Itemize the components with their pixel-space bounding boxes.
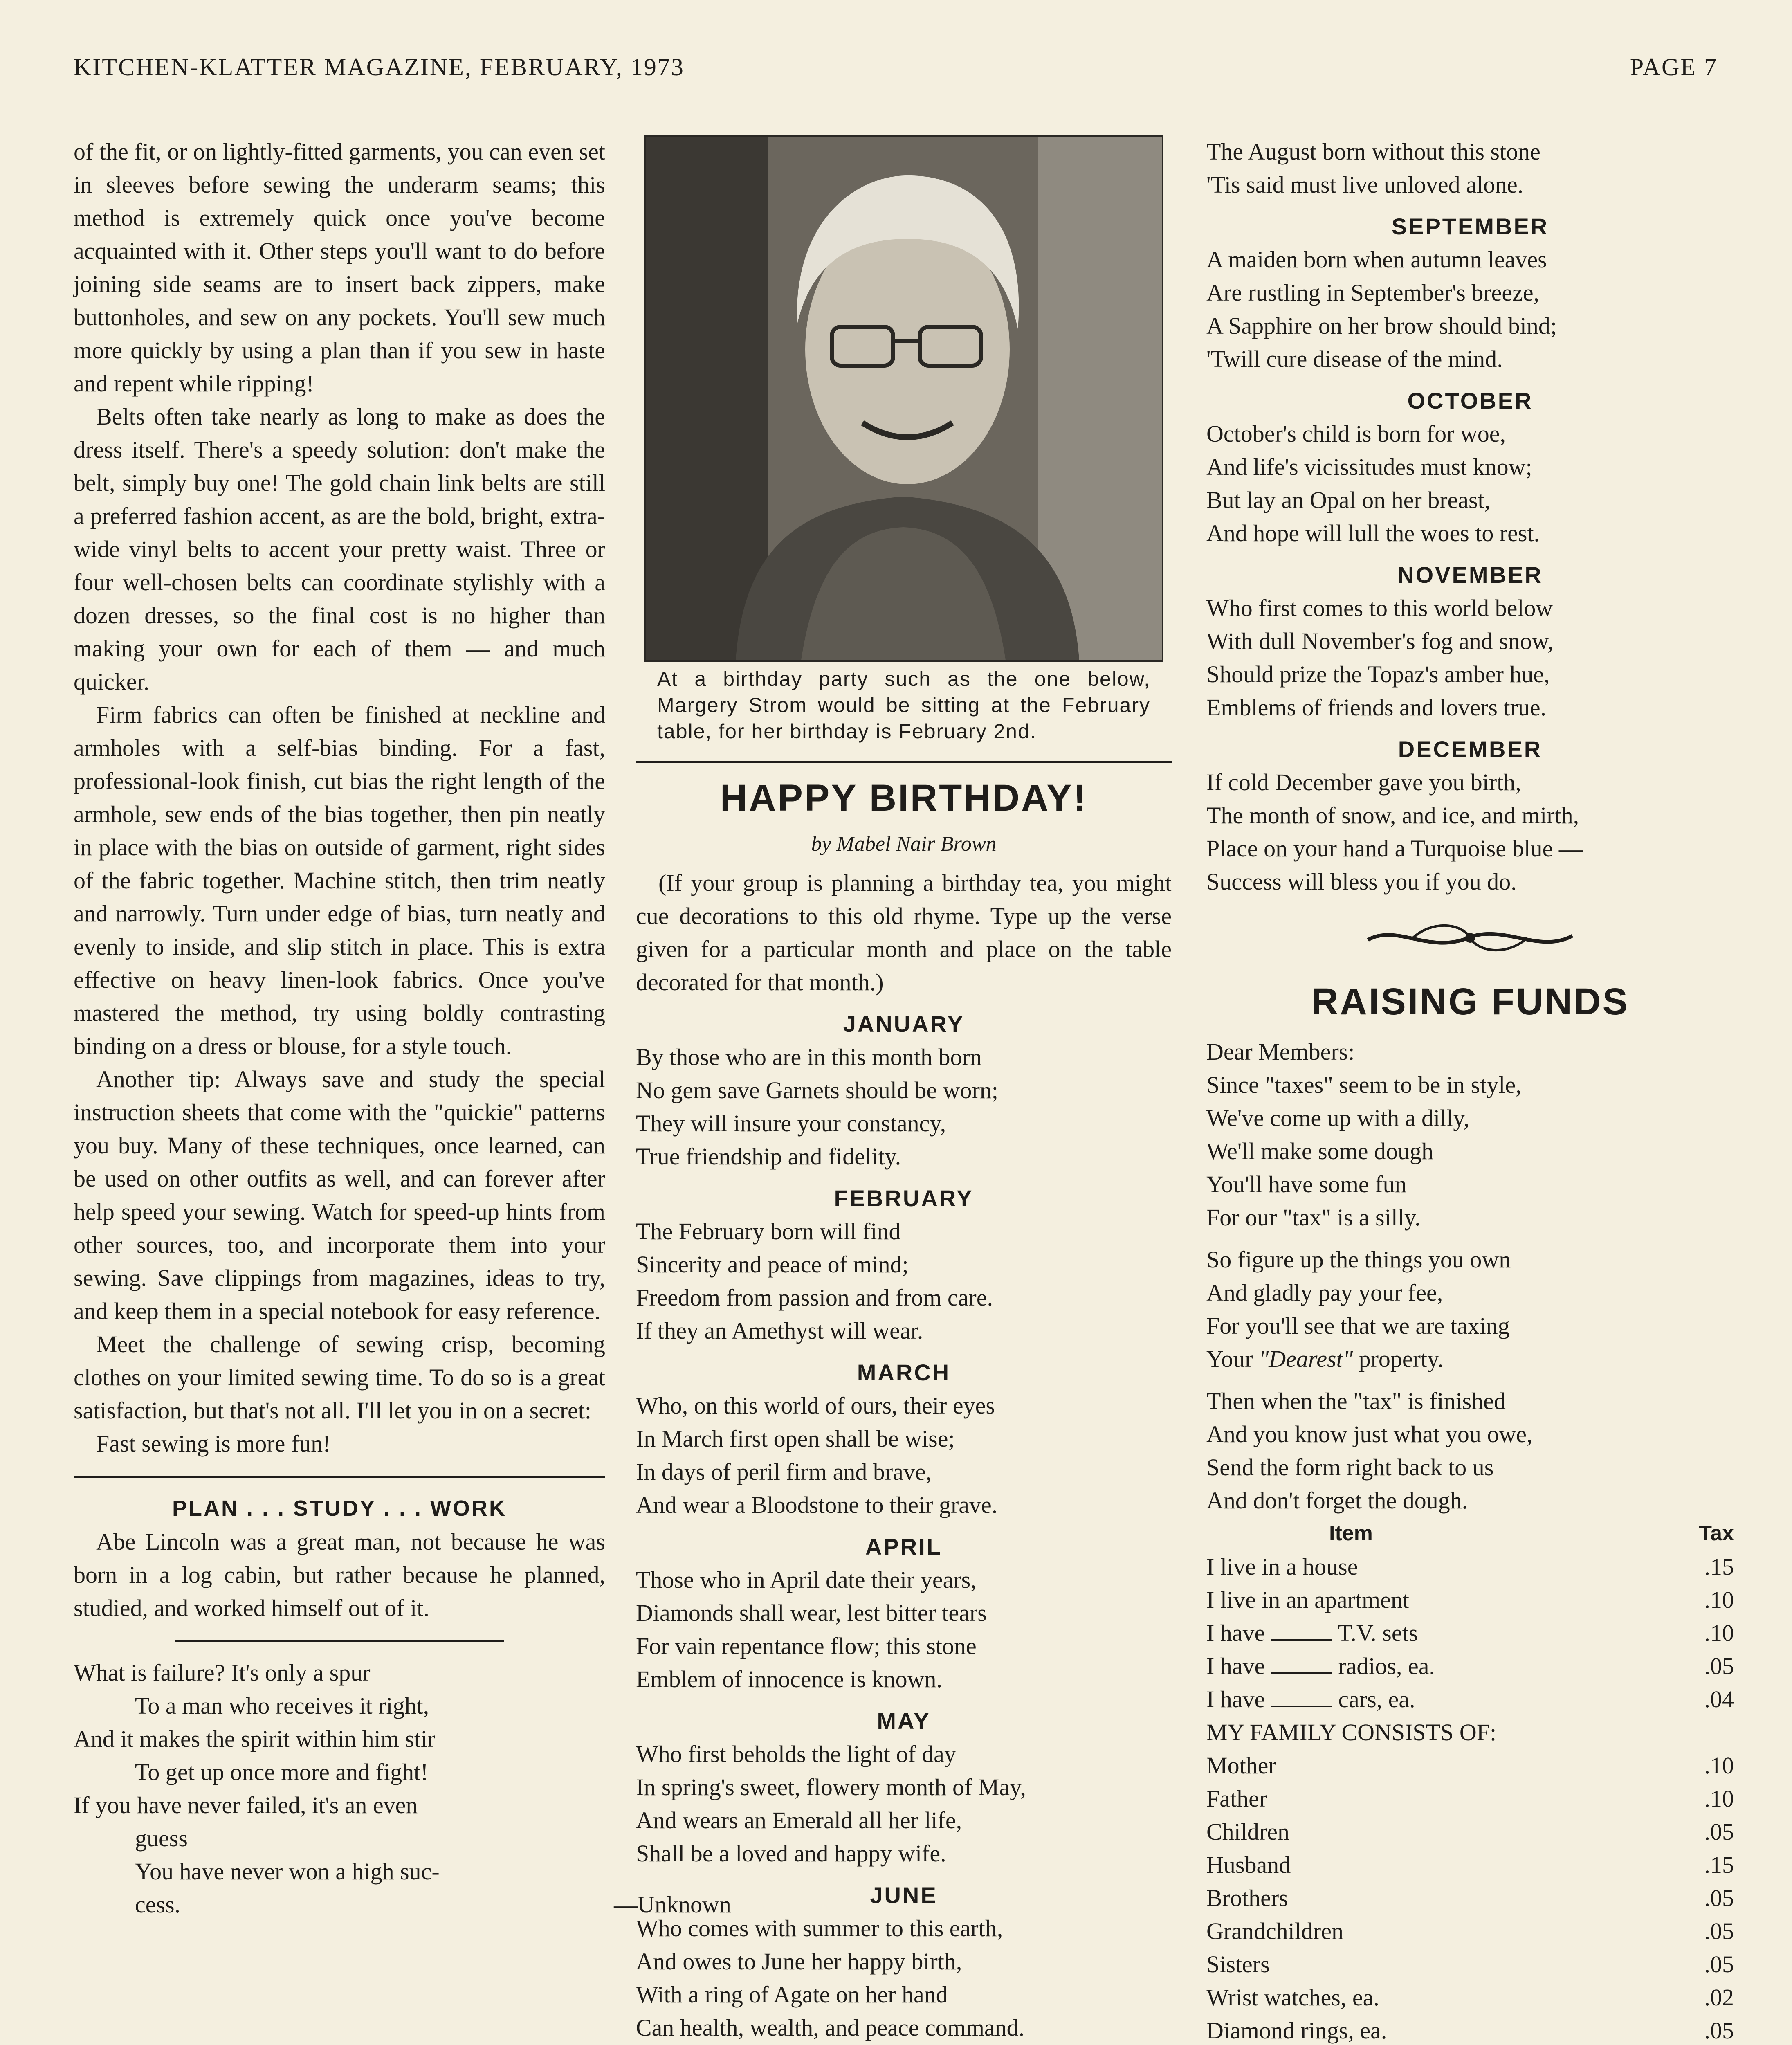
verse-line: Who first comes to this world below xyxy=(1206,595,1553,621)
verse-line: 'Tis said must live unloved alone. xyxy=(1206,171,1524,198)
verse-line: Can health, wealth, and peace command. xyxy=(636,2014,1025,2041)
tax-table-header xyxy=(1206,1517,1734,1550)
poem-line: You have never won a high suc- xyxy=(135,1858,440,1885)
tax-item-suffix: radios, ea. xyxy=(1338,1653,1435,1679)
magazine-title: KITCHEN-KLATTER MAGAZINE, FEBRUARY, 1973 xyxy=(74,54,685,81)
column-right xyxy=(1206,135,1734,2045)
family-heading-row xyxy=(1206,1716,1734,1749)
section-rule xyxy=(636,761,1172,763)
funds-title: RAISING FUNDS xyxy=(1311,981,1629,1022)
tax-item xyxy=(1206,1616,1652,1649)
tax-row xyxy=(1206,1749,1734,1782)
funds-stanza-3 xyxy=(1206,1384,1734,1517)
verse-line: In spring's sweet, flowery month of May, xyxy=(636,1774,1026,1800)
tax-row xyxy=(1206,1782,1734,1815)
stanza-line: We've come up with a dilly, xyxy=(1206,1105,1470,1131)
tax-row xyxy=(1206,1550,1734,1583)
stanza-line: So figure up the things you own xyxy=(1206,1246,1511,1273)
poem-line: What is failure? It's only a spur xyxy=(74,1659,371,1686)
verse-november xyxy=(1206,591,1734,724)
short-rule xyxy=(175,1640,504,1642)
verse-october xyxy=(1206,417,1734,550)
birthday-title: HAPPY BIRTHDAY! xyxy=(720,777,1088,819)
month-december: DECEMBER xyxy=(1398,736,1543,762)
verse-line: A maiden born when autumn leaves xyxy=(1206,246,1547,273)
article-paragraph: Another tip: Always save and study the special instruction sheets that come with the "quickie" patterns you buy. Many of these techniques, once learned, can be used on other outfits as well, and can forever after help speed your sewing. Watch for speed-up hints from other sources, too, and incorporate them into your sewing. Save clippings from magazines, ideas to try, and keep them in a special notebook for easy reference. xyxy=(74,1066,605,1324)
tax-item-prefix: I have xyxy=(1206,1653,1265,1679)
tax-row xyxy=(1206,1683,1734,1716)
tax-value: .10 xyxy=(1704,1785,1734,1812)
tax-value: .05 xyxy=(1704,1885,1734,1911)
funds-stanza-1 xyxy=(1206,1068,1734,1234)
stanza-line: And don't forget the dough. xyxy=(1206,1487,1468,1514)
tax-row xyxy=(1206,1948,1734,1981)
tax-item: Children xyxy=(1206,1818,1289,1845)
verse-line: The February born will find xyxy=(636,1218,901,1245)
verse-line: Emblems of friends and lovers true. xyxy=(1206,694,1547,721)
stanza-line: Then when the "tax" is finished xyxy=(1206,1388,1506,1414)
fill-blank[interactable] xyxy=(1271,1623,1332,1641)
tax-row xyxy=(1206,1915,1734,1948)
verse-line: Sincerity and peace of mind; xyxy=(636,1251,909,1278)
tax-item-suffix: cars, ea. xyxy=(1338,1686,1415,1712)
stanza-line: We'll make some dough xyxy=(1206,1138,1434,1164)
tax-row xyxy=(1206,1616,1734,1649)
tax-value: .05 xyxy=(1704,2017,1734,2044)
verse-line: No gem save Garnets should be worn; xyxy=(636,1077,998,1103)
verse-january xyxy=(636,1040,1172,1173)
verse-april xyxy=(636,1563,1172,1696)
tax-row xyxy=(1206,1881,1734,1915)
poem-line: To get up once more and fight! xyxy=(135,1759,429,1785)
funds-stanza-2 xyxy=(1206,1243,1734,1375)
stanza-line: For you'll see that we are taxing xyxy=(1206,1312,1510,1339)
poem-line: To a man who receives it right, xyxy=(135,1692,429,1719)
verse-line: Should prize the Topaz's amber hue, xyxy=(1206,661,1550,688)
salutation: Dear Members: xyxy=(1206,1038,1355,1065)
tax-item: Husband xyxy=(1206,1852,1291,1878)
portrait-image xyxy=(646,137,1162,660)
month-april: APRIL xyxy=(865,1534,942,1560)
verse-line: Those who in April date their years, xyxy=(636,1566,977,1593)
verse-line: And owes to June her happy birth, xyxy=(636,1948,962,1975)
tax-item: I live in an apartment xyxy=(1206,1587,1410,1613)
plan-paragraph: Abe Lincoln was a great man, not because he was born in a log cabin, but rather because he planned, studied, and worked himself out of it. xyxy=(74,1528,605,1621)
verse-line: If cold December gave you birth, xyxy=(1206,769,1521,796)
article-paragraph: Meet the challenge of sewing crisp, becoming clothes on your limited sewing time. To do so is a great satisfaction, but that's not all. I'll let you in on a secret: xyxy=(74,1331,605,1424)
ornament-flourish-icon xyxy=(1206,915,1734,969)
verse-line: 'Twill cure disease of the mind. xyxy=(1206,346,1503,372)
poem-line: And it makes the spirit within him stir xyxy=(74,1726,436,1752)
verse-line: Shall be a loved and happy wife. xyxy=(636,1840,946,1867)
tax-value: .10 xyxy=(1704,1752,1734,1779)
tax-value: .10 xyxy=(1704,1620,1734,1646)
verse-line: In March first open shall be wise; xyxy=(636,1425,955,1452)
verse-line: The month of snow, and ice, and mirth, xyxy=(1206,802,1579,829)
funds-salutation xyxy=(1206,1035,1734,1068)
tax-item-suffix: T.V. sets xyxy=(1338,1620,1418,1646)
month-march: MARCH xyxy=(857,1360,951,1385)
verse-line: Who first beholds the light of day xyxy=(636,1741,956,1767)
tax-item: Father xyxy=(1206,1785,1267,1812)
photo-caption: At a birthday party such as the one below, Margery Strom would be sitting at the February table, for her birthday is February 2nd. xyxy=(657,667,1150,743)
tax-table xyxy=(1206,1517,1734,2045)
author-byline: by Mabel Nair Brown xyxy=(811,832,997,856)
page-number: PAGE 7 xyxy=(1630,54,1718,81)
verse-line: Emblem of innocence is known. xyxy=(636,1666,942,1692)
verse-line: And life's vicissitudes must know; xyxy=(1206,454,1532,480)
tax-value: .02 xyxy=(1704,1984,1734,2011)
tax-item: Diamond rings, ea. xyxy=(1206,2017,1387,2044)
tax-item: Wrist watches, ea. xyxy=(1206,1984,1379,2011)
tax-item-prefix: I have xyxy=(1206,1686,1265,1712)
tax-value: .15 xyxy=(1704,1553,1734,1580)
your-word: Your xyxy=(1206,1346,1253,1372)
tax-value: .05 xyxy=(1704,1918,1734,1944)
verse-line: Success will bless you if you do. xyxy=(1206,868,1517,895)
verse-may xyxy=(636,1737,1172,1870)
month-may: MAY xyxy=(877,1708,931,1734)
month-january: JANUARY xyxy=(843,1011,965,1037)
verse-december xyxy=(1206,766,1734,898)
verse-line: Who comes with summer to this earth, xyxy=(636,1915,1003,1942)
plan-heading: PLAN . . . STUDY . . . WORK xyxy=(172,1496,507,1521)
tax-item xyxy=(1206,1649,1652,1683)
verse-line: Who, on this world of ours, their eyes xyxy=(636,1392,995,1419)
fill-blank[interactable] xyxy=(1271,1689,1332,1707)
month-september: SEPTEMBER xyxy=(1391,213,1549,239)
item-column-header: Item xyxy=(1329,1521,1373,1545)
verse-line: With dull November's fog and snow, xyxy=(1206,628,1554,654)
stanza-line-dearest xyxy=(1206,1342,1734,1375)
month-october: OCTOBER xyxy=(1407,388,1533,413)
section-rule xyxy=(74,1476,605,1478)
stanza-line: And gladly pay your fee, xyxy=(1206,1279,1443,1306)
dearest-word: "Dearest" xyxy=(1258,1346,1353,1372)
column-left xyxy=(74,135,731,1921)
verse-line: They will insure your constancy, xyxy=(636,1110,946,1137)
tax-value: .05 xyxy=(1704,1653,1734,1679)
verse-line: And wear a Bloodstone to their grave. xyxy=(636,1492,998,1518)
verse-line: Freedom from passion and from care. xyxy=(636,1284,993,1311)
poem-line: guess xyxy=(135,1825,188,1852)
tax-item: I live in a house xyxy=(1206,1553,1358,1580)
poem-attribution: —Unknown xyxy=(614,1891,731,1918)
verse-line: By those who are in this month born xyxy=(636,1044,982,1070)
verse-line: Are rustling in September's breeze, xyxy=(1206,279,1540,306)
verse-september xyxy=(1206,243,1734,375)
verse-line: True friendship and fidelity. xyxy=(636,1143,901,1170)
verse-march xyxy=(636,1389,1172,1521)
portrait-photo xyxy=(644,135,1163,662)
tax-row xyxy=(1206,2014,1734,2045)
poem-line: If you have never failed, it's an even xyxy=(74,1792,418,1818)
tax-value: .05 xyxy=(1704,1951,1734,1978)
tax-item: Grandchildren xyxy=(1206,1918,1343,1944)
verse-line: October's child is born for woe, xyxy=(1206,420,1506,447)
tax-column-header: Tax xyxy=(1699,1521,1734,1545)
flourish-icon xyxy=(1364,915,1576,960)
verse-line: A Sapphire on her brow should bind; xyxy=(1206,312,1557,339)
tax-row xyxy=(1206,1815,1734,1848)
tax-row xyxy=(1206,1981,1734,2014)
tax-item: Brothers xyxy=(1206,1885,1288,1911)
verse-august-continued xyxy=(1206,135,1734,201)
article-paragraph: Firm fabrics can often be finished at neckline and armholes with a self-bias binding. For a fast, professional-look finish, cut bias the right length of the armhole, sew ends of the bias together, then pin neatly in place with the bias on outside of garment, right sides of the fabric together. Machine stitch, then trim neatly and narrowly. Turn under edge of bias, turn neatly and evenly to inside, and slip stitch in place. This is extra effective on heavy linen-look fabrics. Once you've mastered the method, try using boldly contrasting binding on a dress or blouse, for a style touch. xyxy=(74,701,605,1059)
stanza-line: Since "taxes" seem to be in style, xyxy=(1206,1072,1522,1098)
month-june: JUNE xyxy=(870,1882,938,1908)
stanza-line: Send the form right back to us xyxy=(1206,1454,1494,1481)
property-word: property. xyxy=(1359,1346,1444,1372)
poem-line-last xyxy=(74,1888,731,1921)
stanza-line: And you know just what you owe, xyxy=(1206,1421,1533,1447)
month-november: NOVEMBER xyxy=(1397,562,1543,588)
tax-row xyxy=(1206,1583,1734,1616)
verse-line: And hope will lull the woes to rest. xyxy=(1206,520,1540,546)
verse-line: In days of peril firm and brave, xyxy=(636,1458,932,1485)
family-heading: MY FAMILY CONSISTS OF: xyxy=(1206,1719,1497,1746)
stanza-line: You'll have some fun xyxy=(1206,1171,1407,1198)
tax-item: Sisters xyxy=(1206,1951,1270,1978)
verse-line: If they an Amethyst will wear. xyxy=(636,1317,923,1344)
tax-value: .04 xyxy=(1704,1686,1734,1712)
column-middle xyxy=(636,135,1172,2045)
verse-line: For vain repentance flow; this stone xyxy=(636,1633,977,1659)
verse-line: With a ring of Agate on her hand xyxy=(636,1981,948,2008)
intro-paragraph: (If your group is planning a birthday tea, you might cue decorations to this old rhyme. Type up the verse given for a particular month and place on the table decorated for that month.) xyxy=(636,870,1172,996)
article-paragraph: of the fit, or on lightly-fitted garments, you can even set in sleeves before sewing the underarm seams; this method is extremely quick once you've become acquainted with it. Other steps you'll want to do before joining side seams are to insert back zippers, make buttonholes, and sew on any pockets. You'll sew much more quickly by using a plan than if you sew in haste and repent while ripping! xyxy=(74,138,605,397)
tax-row xyxy=(1206,1848,1734,1881)
verse-line: Place on your hand a Turquoise blue — xyxy=(1206,835,1583,862)
verse-line: Diamonds shall wear, lest bitter tears xyxy=(636,1600,987,1626)
fill-blank[interactable] xyxy=(1271,1656,1332,1674)
tax-row xyxy=(1206,1649,1734,1683)
tax-value: .05 xyxy=(1704,1818,1734,1845)
failure-poem xyxy=(74,1656,731,1921)
page-header xyxy=(74,53,1718,94)
tax-item: Mother xyxy=(1206,1752,1276,1779)
article-paragraph: Fast sewing is more fun! xyxy=(96,1430,331,1457)
article-paragraph: Belts often take nearly as long to make as does the dress itself. There's a speedy solution: don't make the belt, simply buy one! The gold chain link belts are still a preferred fashion accent, as are the bold, bright, extra-wide vinyl belts to accent your pretty waist. Three or four well-chosen belts can coordinate stylishly with a dozen dresses, so the final cost is no higher than making your own for each of them — and much quicker. xyxy=(74,403,605,695)
poem-line: cess. xyxy=(135,1891,181,1918)
tax-value: .15 xyxy=(1704,1852,1734,1878)
month-february: FEBRUARY xyxy=(834,1185,974,1211)
verse-june xyxy=(636,1912,1172,2044)
verse-line: The August born without this stone xyxy=(1206,138,1540,165)
stanza-line: For our "tax" is a silly. xyxy=(1206,1204,1421,1231)
verse-line: And wears an Emerald all her life, xyxy=(636,1807,962,1834)
verse-february xyxy=(636,1215,1172,1347)
verse-line: But lay an Opal on her breast, xyxy=(1206,487,1491,513)
tax-value: .10 xyxy=(1704,1587,1734,1613)
tax-item xyxy=(1206,1683,1652,1716)
tax-item-prefix: I have xyxy=(1206,1620,1265,1646)
